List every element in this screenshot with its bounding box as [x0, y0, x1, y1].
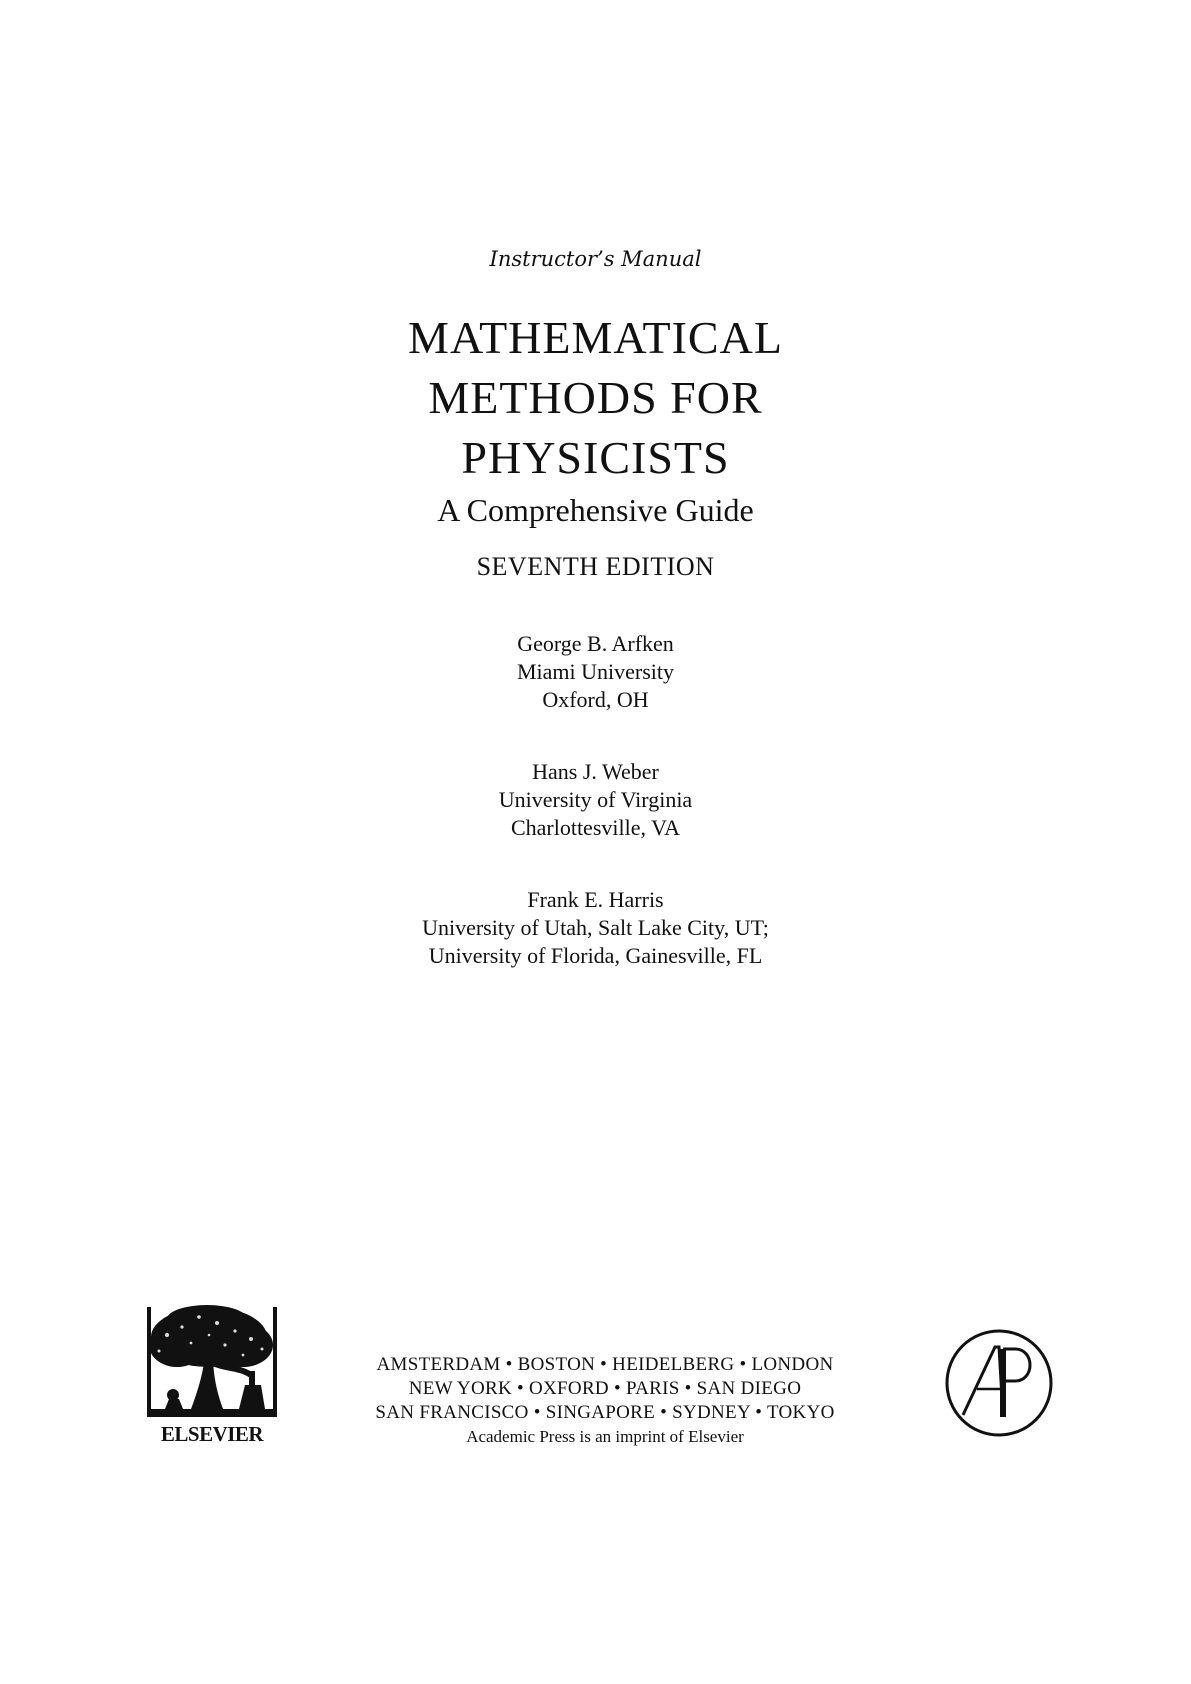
- academic-press-ap-logo-icon: [943, 1327, 1055, 1439]
- city-line: NEW YORK • OXFORD • PARIS • SAN DIEGO: [408, 1378, 802, 1399]
- book-title-line-2: METHODS FOR: [428, 372, 763, 423]
- publisher-cities: [300, 1353, 910, 1449]
- edition-label: SEVENTH EDITION: [476, 552, 715, 581]
- book-subtitle: A Comprehensive Guide: [437, 492, 754, 528]
- publisher-footer: [0, 1305, 1191, 1455]
- author-name: Hans J. Weber: [532, 759, 659, 784]
- author-block: [0, 886, 1191, 970]
- elsevier-tree-logo-icon: [147, 1305, 277, 1450]
- author-affiliation: University of Florida, Gainesville, FL: [428, 943, 763, 968]
- author-location: Charlottesville, VA: [510, 815, 681, 840]
- book-title: [0, 308, 1191, 488]
- manual-type-label: Instructor’s Manual: [489, 247, 702, 271]
- author-name: Frank E. Harris: [527, 887, 664, 912]
- author-affiliation: University of Utah, Salt Lake City, UT;: [422, 915, 769, 940]
- author-block: [0, 758, 1191, 842]
- author-name: George B. Arfken: [517, 631, 674, 656]
- author-location: Oxford, OH: [542, 687, 649, 712]
- book-title-line-1: MATHEMATICAL: [408, 312, 783, 363]
- elsevier-wordmark: ELSEVIER: [160, 1422, 264, 1446]
- imprint-note: Academic Press is an imprint of Elsevier: [466, 1427, 744, 1446]
- author-affiliation: Miami University: [516, 659, 675, 684]
- city-line: AMSTERDAM • BOSTON • HEIDELBERG • LONDON: [376, 1354, 834, 1375]
- book-title-line-3: PHYSICISTS: [461, 432, 730, 483]
- author-block: [0, 630, 1191, 714]
- city-line: SAN FRANCISCO • SINGAPORE • SYDNEY • TOKYO: [375, 1402, 835, 1423]
- author-affiliation: University of Virginia: [498, 787, 693, 812]
